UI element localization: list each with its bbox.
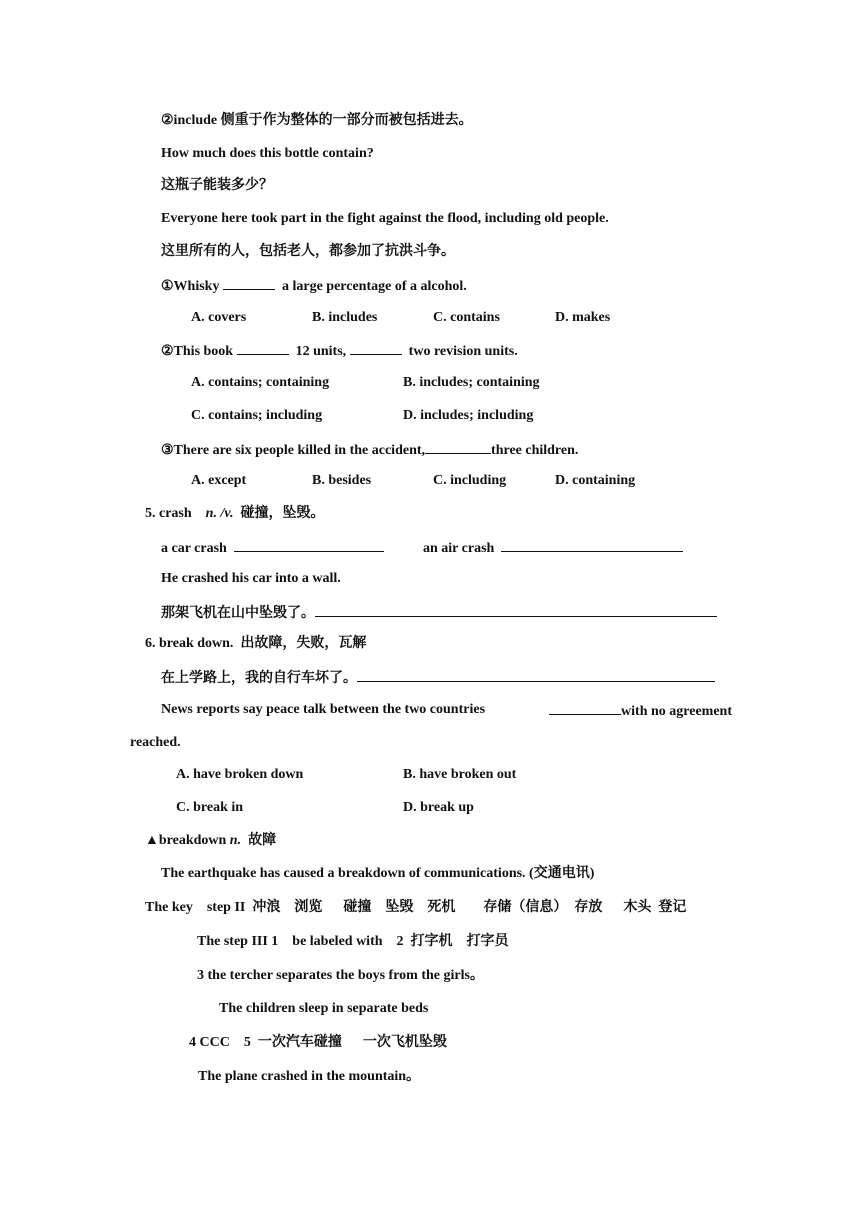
question-2: ②This book 12 units, two revision units. [161,341,518,361]
answer-key: The step III 1 be labeled with 2 打字机 打字员 [197,934,509,949]
answer-key: 3 the tercher separates the boys from the girls。 [197,968,484,983]
example-sentence: He crashed his car into a wall. [161,571,341,586]
section-heading: ▲breakdown n. 故障 [145,833,277,848]
answer-key: The plane crashed in the mountain。 [198,1069,421,1084]
section-heading: 5. crash n. /v. 碰撞，坠毁。 [145,506,325,521]
option: A. except [191,473,247,488]
option: B. includes [312,310,378,325]
question-continued: reached. [130,735,181,750]
question-3: ③There are six people killed in the accident, three children. [161,440,578,460]
option: D. break up [403,800,474,815]
translation-blank: 那架飞机在山中坠毁了。 [161,603,717,623]
example-sentence: Everyone here took part in the fight against the flood, including old people. [161,211,609,226]
example-sentence: The earthquake has caused a breakdown of communications. (交通电讯) [161,866,595,881]
answer-key: 4 CCC 5 一次汽车碰撞 一次飞机坠毁 [189,1035,447,1050]
option: C. including [433,473,507,488]
option: C. contains [433,310,500,325]
option: D. makes [555,310,611,325]
option: D. containing [555,473,636,488]
option: C. break in [176,800,244,815]
translation-blank: 在上学路上，我的自行车坏了。 [161,668,715,688]
translation: 这里所有的人，包括老人，都参加了抗洪斗争。 [161,244,455,259]
phrase-blank: a car crash [161,538,384,558]
option: B. have broken out [403,767,517,782]
phrase-blank: an air crash [423,538,683,558]
option: A. contains; containing [191,375,330,390]
example-sentence: How much does this bottle contain? [161,146,374,161]
option: D. includes; including [403,408,534,423]
translation: 这瓶子能装多少？ [161,178,273,193]
question-1: ①Whisky a large percentage of a alcohol. [161,276,467,296]
note-include: ②include 侧重于作为整体的一部分而被包括进去。 [161,113,473,128]
answer-key: The key step II 冲浪 浏览 碰撞 坠毁 死机 存储（信息） 存放 木头 登记 [145,900,687,915]
option: A. covers [191,310,247,325]
option: C. contains; including [191,408,323,423]
section-heading: 6. break down. 出故障，失败，瓦解 [145,636,367,651]
question: News reports say peace talk between the two countries with no agreement [161,702,732,719]
option: A. have broken down [176,767,304,782]
option: B. includes; containing [403,375,540,390]
answer-key: The children sleep in separate beds [219,1001,429,1016]
option: B. besides [312,473,372,488]
